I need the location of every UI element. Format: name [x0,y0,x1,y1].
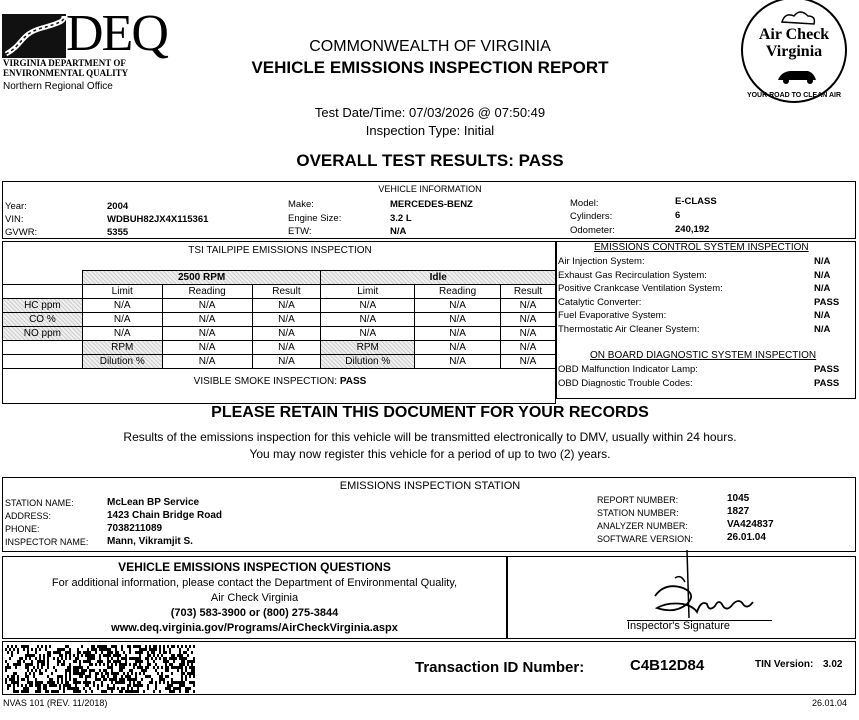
test-datetime: Test Date/Time: 07/03/2026 @ 07:50:49 [314,105,546,120]
col-header: Reading [162,285,252,299]
station-name-label: STATION NAME: [5,498,74,508]
obd-list [558,363,848,390]
station-title: EMISSIONS INSPECTION STATION [339,480,521,492]
list-item: OBD Malfunction Indicator Lamp: PASS [558,364,840,375]
cell: N/A [82,299,162,313]
cell: N/A [321,313,415,327]
cylinders-value: 6 [675,210,681,221]
report-title-line1: COMMONWEALTH OF VIRGINIA [309,38,551,55]
row-label: NO ppm [3,327,83,341]
engine-size-label: Engine Size: [288,213,342,224]
row-label [3,341,83,355]
row-label: HC ppm [3,299,83,313]
tsi-results-table [2,270,556,369]
tin-version-label: TIN Version: [755,659,814,670]
table-row [3,327,556,341]
ecs-title: EMISSIONS CONTROL SYSTEM INSPECTION [594,242,809,253]
station-address: 1423 Chain Bridge Road [107,510,223,521]
cell: N/A [162,355,252,369]
report-number: 1045 [727,493,750,504]
row-label: CO % [3,313,83,327]
questions-line2: Air Check Virginia [210,592,299,604]
inspector-name: Mann, Vikramjit S. [107,536,193,547]
retain-line2: You may now register this vehicle for a period of up to two (2) years. [249,447,611,461]
col-header: Result [252,285,321,299]
col-header: Reading [415,285,501,299]
cell: N/A [501,327,556,341]
model-label: Model: [570,198,599,209]
list-item: Air Injection System: N/A [558,256,831,267]
smoke-label: VISIBLE SMOKE INSPECTION: [193,376,340,387]
etw-value: N/A [390,226,407,237]
questions-line1: For additional information, please contact the Department of Environmental Quality, [51,577,458,589]
etw-label: ETW: [288,226,312,237]
inspector-signature-icon [615,548,785,628]
footer-version: 26.01.04 [812,698,848,708]
address-label: ADDRESS: [5,511,52,521]
deq-name-line2: ENVIRONMENTAL QUALITY [3,68,129,78]
cell: N/A [82,327,162,341]
form-number: NVAS 101 (REV. 11/2018) [3,698,108,708]
cell: N/A [252,327,321,341]
year-value: 2004 [107,201,129,212]
air-check-virginia-logo [738,0,850,112]
cell: N/A [415,355,501,369]
model-value: E-CLASS [675,196,717,207]
overall-test-results: OVERALL TEST RESULTS: PASS [296,151,564,170]
tsi-group-idle: Idle [321,271,556,285]
barcode-icon [5,645,195,693]
col-header: Limit [321,285,415,299]
deq-name-line1: VIRGINIA DEPARTMENT OF [3,58,126,68]
cell: N/A [501,355,556,369]
station-right-values [727,492,774,544]
deq-logo-text: DEQ [66,5,167,62]
retain-line1: Results of the emissions inspection for this vehicle will be transmitted electronically to DMV, usually within 24 hours. [123,430,737,444]
station-left-col [5,497,88,549]
tsi-group-2500rpm: 2500 RPM [82,271,321,285]
smoke-result: PASS [339,376,367,387]
list-item: Positive Crankcase Ventilation System: N/A [558,283,831,294]
list-item: Fuel Evaporative System: N/A [558,310,831,321]
cell: N/A [252,355,321,369]
cell: Dilution % [82,355,162,369]
ecs-list [558,255,848,336]
cell: N/A [162,313,252,327]
col-header: Result [501,285,556,299]
software-version: 26.01.04 [727,532,766,543]
inspection-type: Inspection Type: Initial [365,123,495,138]
obd-title: ON BOARD DIAGNOSTIC SYSTEM INSPECTION [590,350,817,361]
cell: N/A [415,341,501,355]
tsi-title: TSI TAILPIPE EMISSIONS INSPECTION [188,245,372,256]
air-check-slogan: YOUR ROAD TO CLEAN AIR [746,92,842,99]
cell: N/A [252,341,321,355]
cell: N/A [501,341,556,355]
air-check-line1: Air Check [758,26,830,43]
list-item: Thermostatic Air Cleaner System: N/A [558,323,831,335]
col-header: Limit [82,285,162,299]
report-number-label: REPORT NUMBER: [597,495,679,505]
tin-version: 3.02 [823,659,843,670]
table-row [3,341,556,355]
make-value: MERCEDES-BENZ [390,199,473,210]
year-label: Year: [5,201,27,212]
inspector-name-label: INSPECTOR NAME: [5,537,89,547]
cell: N/A [415,327,501,341]
questions-title: VEHICLE EMISSIONS INSPECTION QUESTIONS [118,560,391,574]
air-check-line2: Virginia [765,43,823,60]
questions-phone: (703) 583-3900 or (800) 275-3844 [170,607,339,619]
station-name: McLean BP Service [107,497,200,508]
row-label [3,355,83,369]
cell: N/A [252,313,321,327]
cell: Dilution % [321,355,415,369]
cell: RPM [82,341,162,355]
table-row [3,313,556,327]
cylinders-label: Cylinders: [570,211,613,222]
list-item: Catalytic Converter: PASS [558,296,840,308]
cell: N/A [501,299,556,313]
retain-title: PLEASE RETAIN THIS DOCUMENT FOR YOUR RECORDS [211,404,649,421]
gvwr-label: GVWR: [5,227,38,238]
cell: N/A [162,327,252,341]
office-name: Northern Regional Office [3,81,113,92]
visible-smoke-inspection [100,376,460,387]
cell: N/A [321,299,415,313]
station-number-label: STATION NUMBER: [597,508,679,518]
cell: N/A [82,313,162,327]
report-title-line2: VEHICLE EMISSIONS INSPECTION REPORT [251,58,609,77]
table-row [3,299,556,313]
vehicle-info-title: VEHICLE INFORMATION [378,184,482,194]
gvwr-value: 5355 [107,227,129,238]
questions-url[interactable]: www.deq.virginia.gov/Programs/AirCheckVirginia.aspx [111,622,398,634]
cell: N/A [321,327,415,341]
table-row [3,355,556,369]
cell: N/A [501,313,556,327]
cell: N/A [252,299,321,313]
station-right-col [597,494,693,546]
cell: N/A [415,299,501,313]
station-number: 1827 [727,506,750,517]
make-label: Make: [288,199,314,210]
software-version-label: SOFTWARE VERSION: [597,534,694,544]
odometer-value: 240,192 [675,224,710,235]
list-item: Exhaust Gas Recirculation System: N/A [558,269,831,281]
vin-value: WDBUH82JX4X115361 [107,214,209,225]
cell: N/A [415,313,501,327]
station-phone: 7038211089 [107,523,163,534]
cell: N/A [162,341,252,355]
vin-label: VIN: [5,214,24,225]
analyzer-number-label: ANALYZER NUMBER: [597,521,688,531]
engine-size-value: 3.2 L [390,213,412,224]
cell: RPM [321,341,415,355]
transaction-id-label: Transaction ID Number: [415,659,585,676]
cell: N/A [162,299,252,313]
odometer-label: Odometer: [570,225,615,236]
list-item: OBD Diagnostic Trouble Codes: PASS [558,377,840,389]
station-left-values [107,496,222,548]
analyzer-number: VA424837 [727,519,774,530]
deq-road-mark [2,14,66,58]
signature-label: Inspector's Signature [627,620,730,632]
phone-label: PHONE: [5,524,40,534]
transaction-id: C4B12D84 [630,657,705,674]
